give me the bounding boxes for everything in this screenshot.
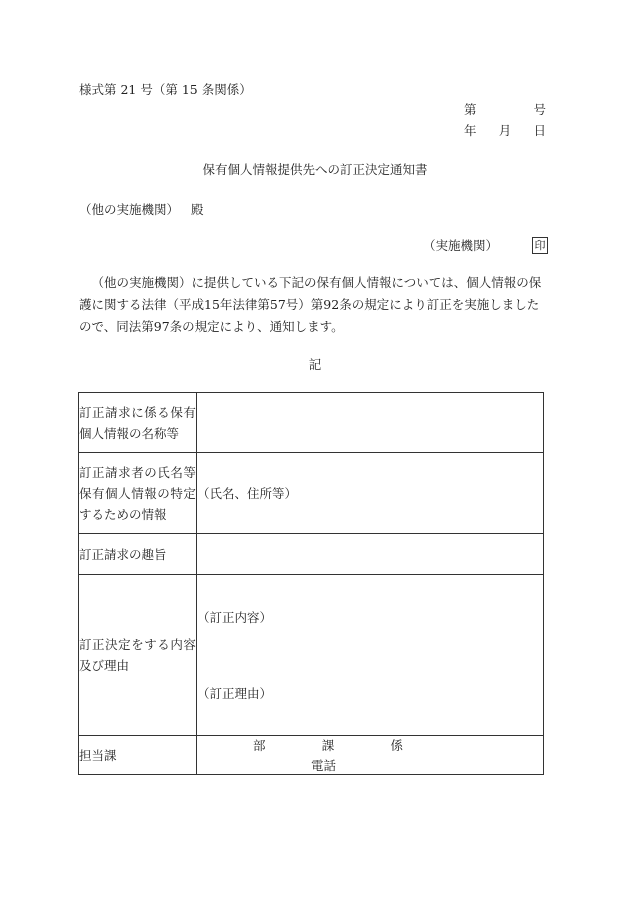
- table-row: [79, 575, 544, 736]
- label-line: するための情報: [79, 506, 167, 522]
- decision-cell[interactable]: [197, 575, 544, 736]
- body-text: （他の実施機関）に提供している下記の保有個人情報については、個人情報の保護に関する法律（平成15年法律第57号）第92条の規定により訂正を実施しましたので、同法第97条の規定により、通知します。: [79, 275, 542, 334]
- label-line: 個人情報の名称等: [79, 425, 180, 441]
- table-row: [79, 534, 544, 575]
- form-number: 様式第 21 号（第 15 条関係）: [79, 82, 252, 97]
- requester-note: （氏名、住所等）: [197, 486, 298, 501]
- telephone-label: 電話: [311, 758, 337, 773]
- date-month: 月: [498, 123, 512, 138]
- row-label-department: 担当課: [79, 736, 197, 775]
- document-number: [464, 100, 546, 118]
- record-name-cell[interactable]: [197, 393, 544, 453]
- correction-reason-label: （訂正理由）: [197, 686, 273, 701]
- seal-mark: 印: [532, 237, 548, 254]
- date-year: 年: [464, 123, 477, 138]
- table-row: [79, 393, 544, 453]
- doc-number-prefix: 第: [464, 102, 477, 117]
- ki-heading: 記: [308, 357, 322, 372]
- request-purpose-cell[interactable]: [197, 534, 544, 575]
- section-label: 課: [321, 738, 335, 753]
- label-line: 訂 正 決 定 を す る 内 容: [79, 637, 196, 652]
- label-line: 訂 正 請 求 に 係 る 保 有: [79, 404, 196, 420]
- row-label-record-name: [79, 393, 197, 453]
- table-row: [79, 453, 544, 534]
- sender: [423, 236, 548, 254]
- row-label-requester-info: [79, 453, 197, 534]
- correction-content-label: （訂正内容）: [197, 610, 273, 625]
- label-line: 訂 正 請 求 者 の 氏 名 等: [79, 464, 196, 480]
- addressee-honorific: 殿: [191, 202, 204, 217]
- department-cell[interactable]: [197, 736, 544, 775]
- label-line: 保 有 個 人 情 報 の 特 定: [79, 485, 196, 501]
- sender-label: （実施機関）: [422, 238, 498, 253]
- label-line: 及び理由: [79, 658, 130, 673]
- row-label-decision: [79, 575, 197, 736]
- table-row: [79, 736, 544, 775]
- doc-number-suffix: 号: [533, 102, 546, 117]
- document-date: [464, 121, 546, 139]
- date-day: 日: [533, 123, 546, 138]
- department-line: [253, 736, 403, 754]
- addressee-label: （他の実施機関）: [79, 202, 180, 217]
- requester-info-cell[interactable]: [197, 453, 544, 534]
- subsection-label: 係: [390, 738, 403, 753]
- dept-label: 部: [253, 738, 266, 753]
- row-label-request-purpose: 訂正請求の趣旨: [79, 534, 197, 575]
- notice-table: [78, 392, 544, 775]
- addressee: [79, 200, 204, 218]
- page-title: 保有個人情報提供先への訂正決定通知書: [202, 162, 428, 177]
